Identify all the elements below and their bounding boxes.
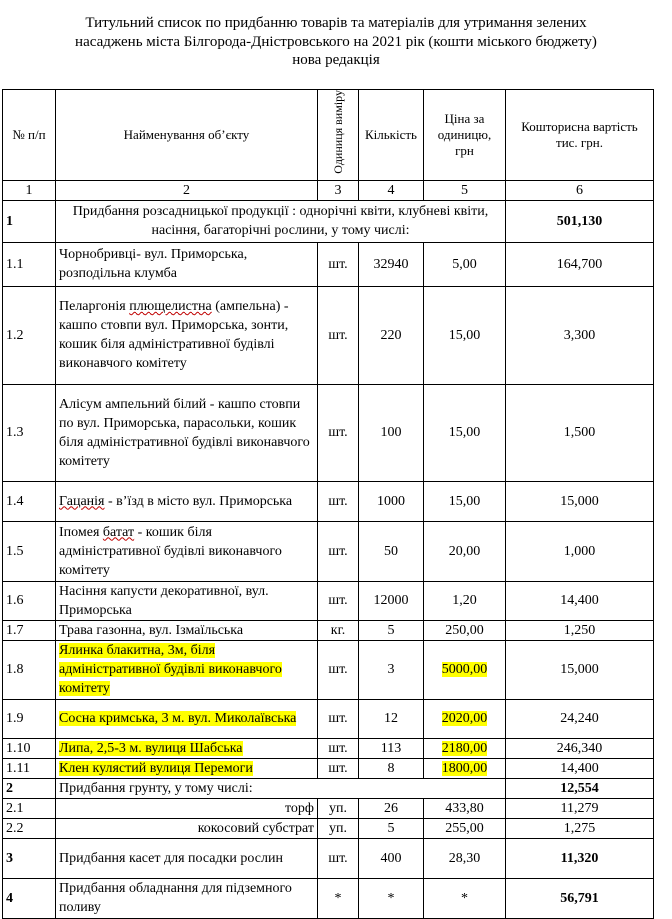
row-qty: 5 — [359, 818, 424, 838]
row-name-misspelled: плющелистна — [129, 299, 212, 315]
row-price-highlighted: 2180,00 — [441, 740, 488, 756]
row-price-highlighted: 5000,00 — [441, 662, 488, 678]
col-number: 2 — [56, 180, 318, 200]
row-name: кокосовий субстрат — [56, 818, 318, 838]
row-cost: 56,791 — [506, 878, 654, 918]
row-name-part: Пеларгонія — [59, 299, 126, 315]
row-name-highlighted: Ялинка блакитна, 3м, біля адміністративної будівлі виконавчого комітету — [59, 643, 282, 697]
row-cost: 501,130 — [506, 200, 654, 242]
row-unit: шт. — [318, 286, 359, 384]
table-header-row — [3, 90, 654, 181]
row-cost: 15,000 — [506, 481, 654, 521]
row-unit: шт. — [318, 738, 359, 758]
row-cost: 24,240 — [506, 699, 654, 738]
title-line-3: нова редакція — [292, 52, 380, 68]
row-num: 2.2 — [3, 818, 56, 838]
row-price: 433,80 — [424, 798, 506, 818]
row-num: 1.9 — [3, 699, 56, 738]
row-name — [56, 699, 318, 738]
row-num: 1.8 — [3, 640, 56, 699]
row-price — [424, 699, 506, 738]
row-name — [56, 640, 318, 699]
row-num: 1.5 — [3, 521, 56, 581]
row-name: Чорнобривці- вул. Приморська, розподільна клумба — [56, 242, 318, 286]
row-price-highlighted: 2020,00 — [441, 711, 488, 727]
row-name — [56, 521, 318, 581]
table-row — [3, 640, 654, 699]
row-qty: 113 — [359, 738, 424, 758]
table-row — [3, 620, 654, 640]
table-row — [3, 242, 654, 286]
row-price: 20,00 — [424, 521, 506, 581]
row-cost: 14,400 — [506, 758, 654, 778]
row-unit: уп. — [318, 818, 359, 838]
row-cost: 164,700 — [506, 242, 654, 286]
header-qty: Кількість — [359, 90, 424, 181]
row-name: Придбання обладнання для підземного поливу — [56, 878, 318, 918]
row-qty: 26 — [359, 798, 424, 818]
row-price: 1,20 — [424, 581, 506, 620]
row-num: 1 — [3, 200, 56, 242]
row-price-highlighted: 1800,00 — [441, 760, 488, 776]
row-qty: 400 — [359, 838, 424, 878]
row-name: Трава газонна, вул. Ізмаїльська — [56, 620, 318, 640]
row-unit: шт. — [318, 581, 359, 620]
table-row — [3, 581, 654, 620]
row-name: Придбання касет для посадки рослин — [56, 838, 318, 878]
row-name — [56, 738, 318, 758]
col-number: 4 — [359, 180, 424, 200]
row-price: 255,00 — [424, 818, 506, 838]
table-row — [3, 878, 654, 918]
column-number-row — [3, 180, 654, 200]
row-unit: шт. — [318, 481, 359, 521]
row-price: 5,00 — [424, 242, 506, 286]
row-price: 15,00 — [424, 286, 506, 384]
row-cost: 1,250 — [506, 620, 654, 640]
table-row — [3, 481, 654, 521]
row-num: 2 — [3, 778, 56, 798]
row-num: 1.11 — [3, 758, 56, 778]
row-name — [56, 758, 318, 778]
row-qty: 3 — [359, 640, 424, 699]
table-row — [3, 286, 654, 384]
row-price: 15,00 — [424, 384, 506, 481]
row-name-part: - в’їзд в місто вул. Приморська — [104, 493, 293, 509]
row-unit: шт. — [318, 242, 359, 286]
row-qty: 12000 — [359, 581, 424, 620]
table-row — [3, 699, 654, 738]
row-cost: 1,275 — [506, 818, 654, 838]
header-price: Ціна за одиницю, грн — [424, 90, 506, 181]
table-row — [3, 798, 654, 818]
row-unit: шт. — [318, 384, 359, 481]
row-cost: 1,500 — [506, 384, 654, 481]
row-name-part: (ампельна) - кашпо стовпи вул. Приморська, зонти, кошик біля адміністративної будівлі виконавчого комітету — [59, 299, 289, 372]
row-price — [424, 640, 506, 699]
row-unit: шт. — [318, 640, 359, 699]
row-name-misspelled: батат — [102, 524, 135, 540]
row-qty: 32940 — [359, 242, 424, 286]
row-name-highlighted: Клен кулястий вулиця Перемоги — [59, 760, 253, 776]
row-name-misspelled: Гацанія — [59, 493, 105, 509]
row-name: торф — [56, 798, 318, 818]
header-name: Найменування об’єкту — [56, 90, 318, 181]
row-price: * — [424, 878, 506, 918]
row-unit: кг. — [318, 620, 359, 640]
table-row — [3, 818, 654, 838]
row-name-highlighted: Сосна кримська, 3 м. вул. Миколаївська — [59, 711, 297, 727]
row-num: 4 — [3, 878, 56, 918]
row-cost: 12,554 — [506, 778, 654, 798]
document-title — [0, 14, 672, 70]
table-row — [3, 838, 654, 878]
row-cost: 15,000 — [506, 640, 654, 699]
table-row — [3, 384, 654, 481]
row-name: Придбання грунту, у тому числі: — [56, 778, 506, 798]
row-num: 1.1 — [3, 242, 56, 286]
row-name-part: Іпомея — [59, 524, 100, 540]
table-row — [3, 521, 654, 581]
row-qty: 220 — [359, 286, 424, 384]
row-price — [424, 758, 506, 778]
row-qty: 1000 — [359, 481, 424, 521]
row-num: 1.2 — [3, 286, 56, 384]
table-row — [3, 778, 654, 798]
row-name — [56, 481, 318, 521]
row-num: 1.4 — [3, 481, 56, 521]
row-num: 1.3 — [3, 384, 56, 481]
table-row — [3, 758, 654, 778]
row-num: 2.1 — [3, 798, 56, 818]
header-num: № п/п — [3, 90, 56, 181]
row-qty: * — [359, 878, 424, 918]
row-unit: шт. — [318, 758, 359, 778]
row-num: 3 — [3, 838, 56, 878]
row-name: Алісум ампельний білий - кашпо стовпи по вул. Приморська, парасольки, кошик біля адміністративної будівлі виконавчого комітету — [56, 384, 318, 481]
row-qty: 50 — [359, 521, 424, 581]
row-price: 15,00 — [424, 481, 506, 521]
row-unit: * — [318, 878, 359, 918]
row-unit: уп. — [318, 798, 359, 818]
row-cost: 11,320 — [506, 838, 654, 878]
col-number: 6 — [506, 180, 654, 200]
row-cost: 3,300 — [506, 286, 654, 384]
table-row — [3, 200, 654, 242]
col-number: 5 — [424, 180, 506, 200]
row-price: 28,30 — [424, 838, 506, 878]
col-number: 1 — [3, 180, 56, 200]
row-name: Придбання розсадницької продукції : однорічні квіти, клубневі квіти, насіння, багаторічні рослини, у тому числі: — [56, 200, 506, 242]
row-name-part: - кошик біля адміністративної будівлі виконавчого комітету — [59, 524, 282, 578]
row-unit: шт. — [318, 699, 359, 738]
items-table — [2, 89, 654, 919]
header-unit — [318, 90, 359, 181]
row-num: 1.6 — [3, 581, 56, 620]
row-qty: 8 — [359, 758, 424, 778]
col-number: 3 — [318, 180, 359, 200]
table-row — [3, 738, 654, 758]
row-name: Насіння капусти декоративної, вул. Приморська — [56, 581, 318, 620]
row-cost: 14,400 — [506, 581, 654, 620]
row-num: 1.10 — [3, 738, 56, 758]
title-line-1: Титульний список по придбанню товарів та матеріалів для утримання зелених — [85, 15, 587, 31]
row-cost: 11,279 — [506, 798, 654, 818]
row-name-highlighted: Липа, 2,5-3 м. вулиця Шабська — [59, 740, 243, 756]
row-cost: 246,340 — [506, 738, 654, 758]
row-qty: 12 — [359, 699, 424, 738]
header-cost: Кошторисна вартість тис. грн. — [506, 90, 654, 181]
row-qty: 5 — [359, 620, 424, 640]
row-unit: шт. — [318, 838, 359, 878]
row-name — [56, 286, 318, 384]
row-unit: шт. — [318, 521, 359, 581]
row-price: 250,00 — [424, 620, 506, 640]
row-num: 1.7 — [3, 620, 56, 640]
title-line-2: насаджень міста Білгорода-Дністровського на 2021 рік (кошти міського бюджету) — [75, 33, 597, 50]
row-price — [424, 738, 506, 758]
header-unit-text: Одиниця виміру — [330, 90, 345, 174]
row-qty: 100 — [359, 384, 424, 481]
row-cost: 1,000 — [506, 521, 654, 581]
